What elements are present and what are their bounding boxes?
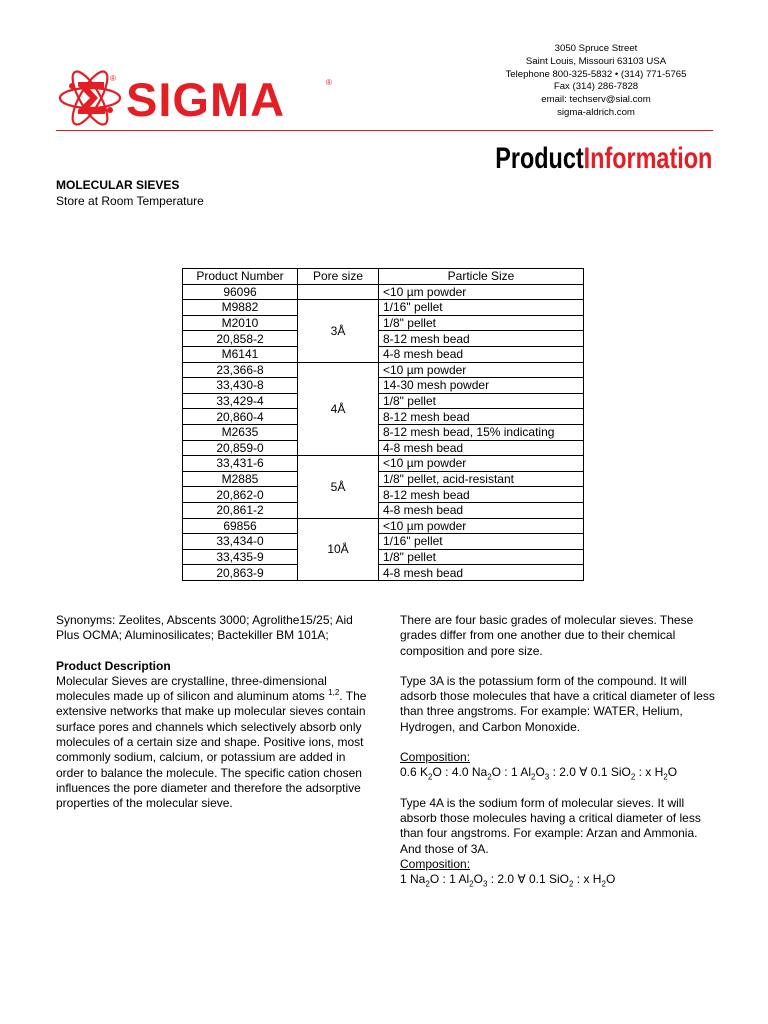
pore-size (298, 284, 379, 300)
table-row (183, 518, 584, 534)
product-number: M2885 (183, 471, 298, 487)
pore-size: 3Å (298, 300, 379, 362)
product-number: 20,860-4 (183, 409, 298, 425)
table-row (183, 471, 584, 487)
particle-size: 1/16" pellet (379, 300, 584, 316)
particle-size: 4-8 mesh bead (379, 565, 584, 581)
table-row (183, 440, 584, 456)
address-line: Fax (314) 286-7828 (553, 81, 639, 93)
section-heading: Product Description (56, 658, 171, 673)
table-row (183, 346, 584, 362)
product-number: M6141 (183, 346, 298, 362)
left-column (56, 613, 376, 812)
product-number: 33,435-9 (183, 549, 298, 565)
particle-size: 1/8" pellet, acid-resistant (379, 471, 584, 487)
composition-label: Composition: (400, 856, 471, 871)
address-line: 3050 Spruce Street (554, 43, 638, 54)
particle-size: <10 µm powder (379, 362, 584, 378)
particle-size: 8-12 mesh bead (379, 331, 584, 347)
product-number: 33,434-0 (183, 534, 298, 550)
particle-size: 4-8 mesh bead (379, 440, 584, 456)
particle-size: <10 µm powder (379, 456, 584, 472)
grades-paragraph: There are four basic grades of molecular sieves. These grades differ from one another due to their chemical composition and pore size. (400, 613, 694, 658)
product-number: 20,862-0 (183, 487, 298, 503)
product-number: 96096 (183, 284, 298, 300)
particle-size: <10 µm powder (379, 284, 584, 300)
address-line: Telephone 800-325-5832 • (314) 771-5765 (505, 68, 687, 80)
column-header: Particle Size (379, 269, 584, 285)
composition-3a-formula: 0.6 $K_2O$ : 4.0 $Na_2O$ : 1 $Al_2O_3$ : 2.0 ∀ 0.1 SiO$_2$ : x $H_2O$ (400, 765, 678, 782)
particle-size: <10 µm powder (379, 518, 584, 534)
product-number: 33,431-6 (183, 456, 298, 472)
right-column (400, 613, 720, 887)
product-number: 20,861-2 (183, 502, 298, 518)
address-line: sigma-aldrich.com (557, 106, 635, 118)
particle-size: 1/8" pellet (379, 315, 584, 331)
registered-mark-icon: ® (326, 78, 332, 87)
composition-label: Composition: (400, 750, 471, 765)
product-number: M2010 (183, 315, 298, 331)
synonyms: Synonyms: Zeolites, Abscents 3000; Agrolithe15/25; Aid Plus OCMA; Aluminosilicates; Bactekiller BM 101A; (56, 613, 353, 643)
product-number: M9882 (183, 300, 298, 316)
table-header-row (183, 269, 584, 285)
product-number: 23,366-8 (183, 362, 298, 378)
table-row (183, 565, 584, 581)
pore-size: 5Å (298, 456, 379, 518)
page-title: MOLECULAR SIEVES (56, 178, 180, 192)
product-table (182, 268, 584, 581)
table-row (183, 393, 584, 409)
address-line: Saint Louis, Missouri 63103 USA (525, 55, 667, 67)
column-header: Pore size (298, 269, 379, 285)
table-row (183, 331, 584, 347)
composition-4a-formula: 1 $Na_2O$ : 1 $Al_2O_3$ : 2.0 ∀ 0.1 SiO$_2$ : x $H_2O$ (400, 872, 616, 889)
table-row (183, 487, 584, 503)
product-number: 20,859-0 (183, 440, 298, 456)
particle-size: 1/8" pellet (379, 393, 584, 409)
product-number: 20,863-9 (183, 565, 298, 581)
storage-note: Store at Room Temperature (56, 194, 204, 208)
particle-size: 1/16" pellet (379, 534, 584, 550)
particle-size: 8-12 mesh bead, 15% indicating (379, 424, 584, 440)
table-row (183, 456, 584, 472)
table-row (183, 362, 584, 378)
table-row (183, 502, 584, 518)
product-information-heading: ProductInformation (494, 142, 712, 175)
pore-size: 4Å (298, 362, 379, 456)
table-row (183, 315, 584, 331)
header-divider (56, 130, 713, 131)
particle-size: 4-8 mesh bead (379, 502, 584, 518)
product-number: M2635 (183, 424, 298, 440)
product-number: 33,430-8 (183, 378, 298, 394)
table-row (183, 534, 584, 550)
product-number: 33,429-4 (183, 393, 298, 409)
registered-mark-icon: ® (110, 74, 116, 83)
particle-size: 8-12 mesh bead (379, 487, 584, 503)
table-row (183, 549, 584, 565)
pore-size: 10Å (298, 518, 379, 580)
table-row (183, 424, 584, 440)
table-row (183, 378, 584, 394)
type-4a-paragraph: Type 4A is the sodium form of molecular sieves. It will absorb those molecules having a critical diameter of less than four angstroms. For example: Arzan and Ammonia. And those of 3A. (400, 795, 701, 856)
column-header: Product Number (183, 269, 298, 285)
product-description: Molecular Sieves are crystalline, three-dimensional molecules made up of silicon and aluminum atoms $^{1,2}$. The extensive networks that make up molecular sieves contain surface pores and channels which selectively absorb only molecules of a certain size and shape. Positive ions, most commonly sodium, calcium, or potassium are added in order to balance the molecule. The specific cation chosen influences the pore diameter and therefore the adsorptive properties of the molecular sieve. (56, 673, 367, 811)
type-3a-paragraph: Type 3A is the potassium form of the compound. It will adsorb those molecules that have a critical diameter of less than three angstroms. For example: WATER, Helium, Hydrogen, and Carbon Monoxide. (400, 673, 715, 734)
company-address (481, 43, 711, 120)
table-row (183, 409, 584, 425)
particle-size: 8-12 mesh bead (379, 409, 584, 425)
product-number: 69856 (183, 518, 298, 534)
table-row (183, 284, 584, 300)
product-number: 20,858-2 (183, 331, 298, 347)
brand-name: SIGMA (126, 73, 286, 126)
particle-size: 4-8 mesh bead (379, 346, 584, 362)
particle-size: 14-30 mesh powder (379, 378, 584, 394)
particle-size: 1/8" pellet (379, 549, 584, 565)
address-line: email: techserv@sial.com (541, 94, 651, 106)
table-row (183, 300, 584, 316)
